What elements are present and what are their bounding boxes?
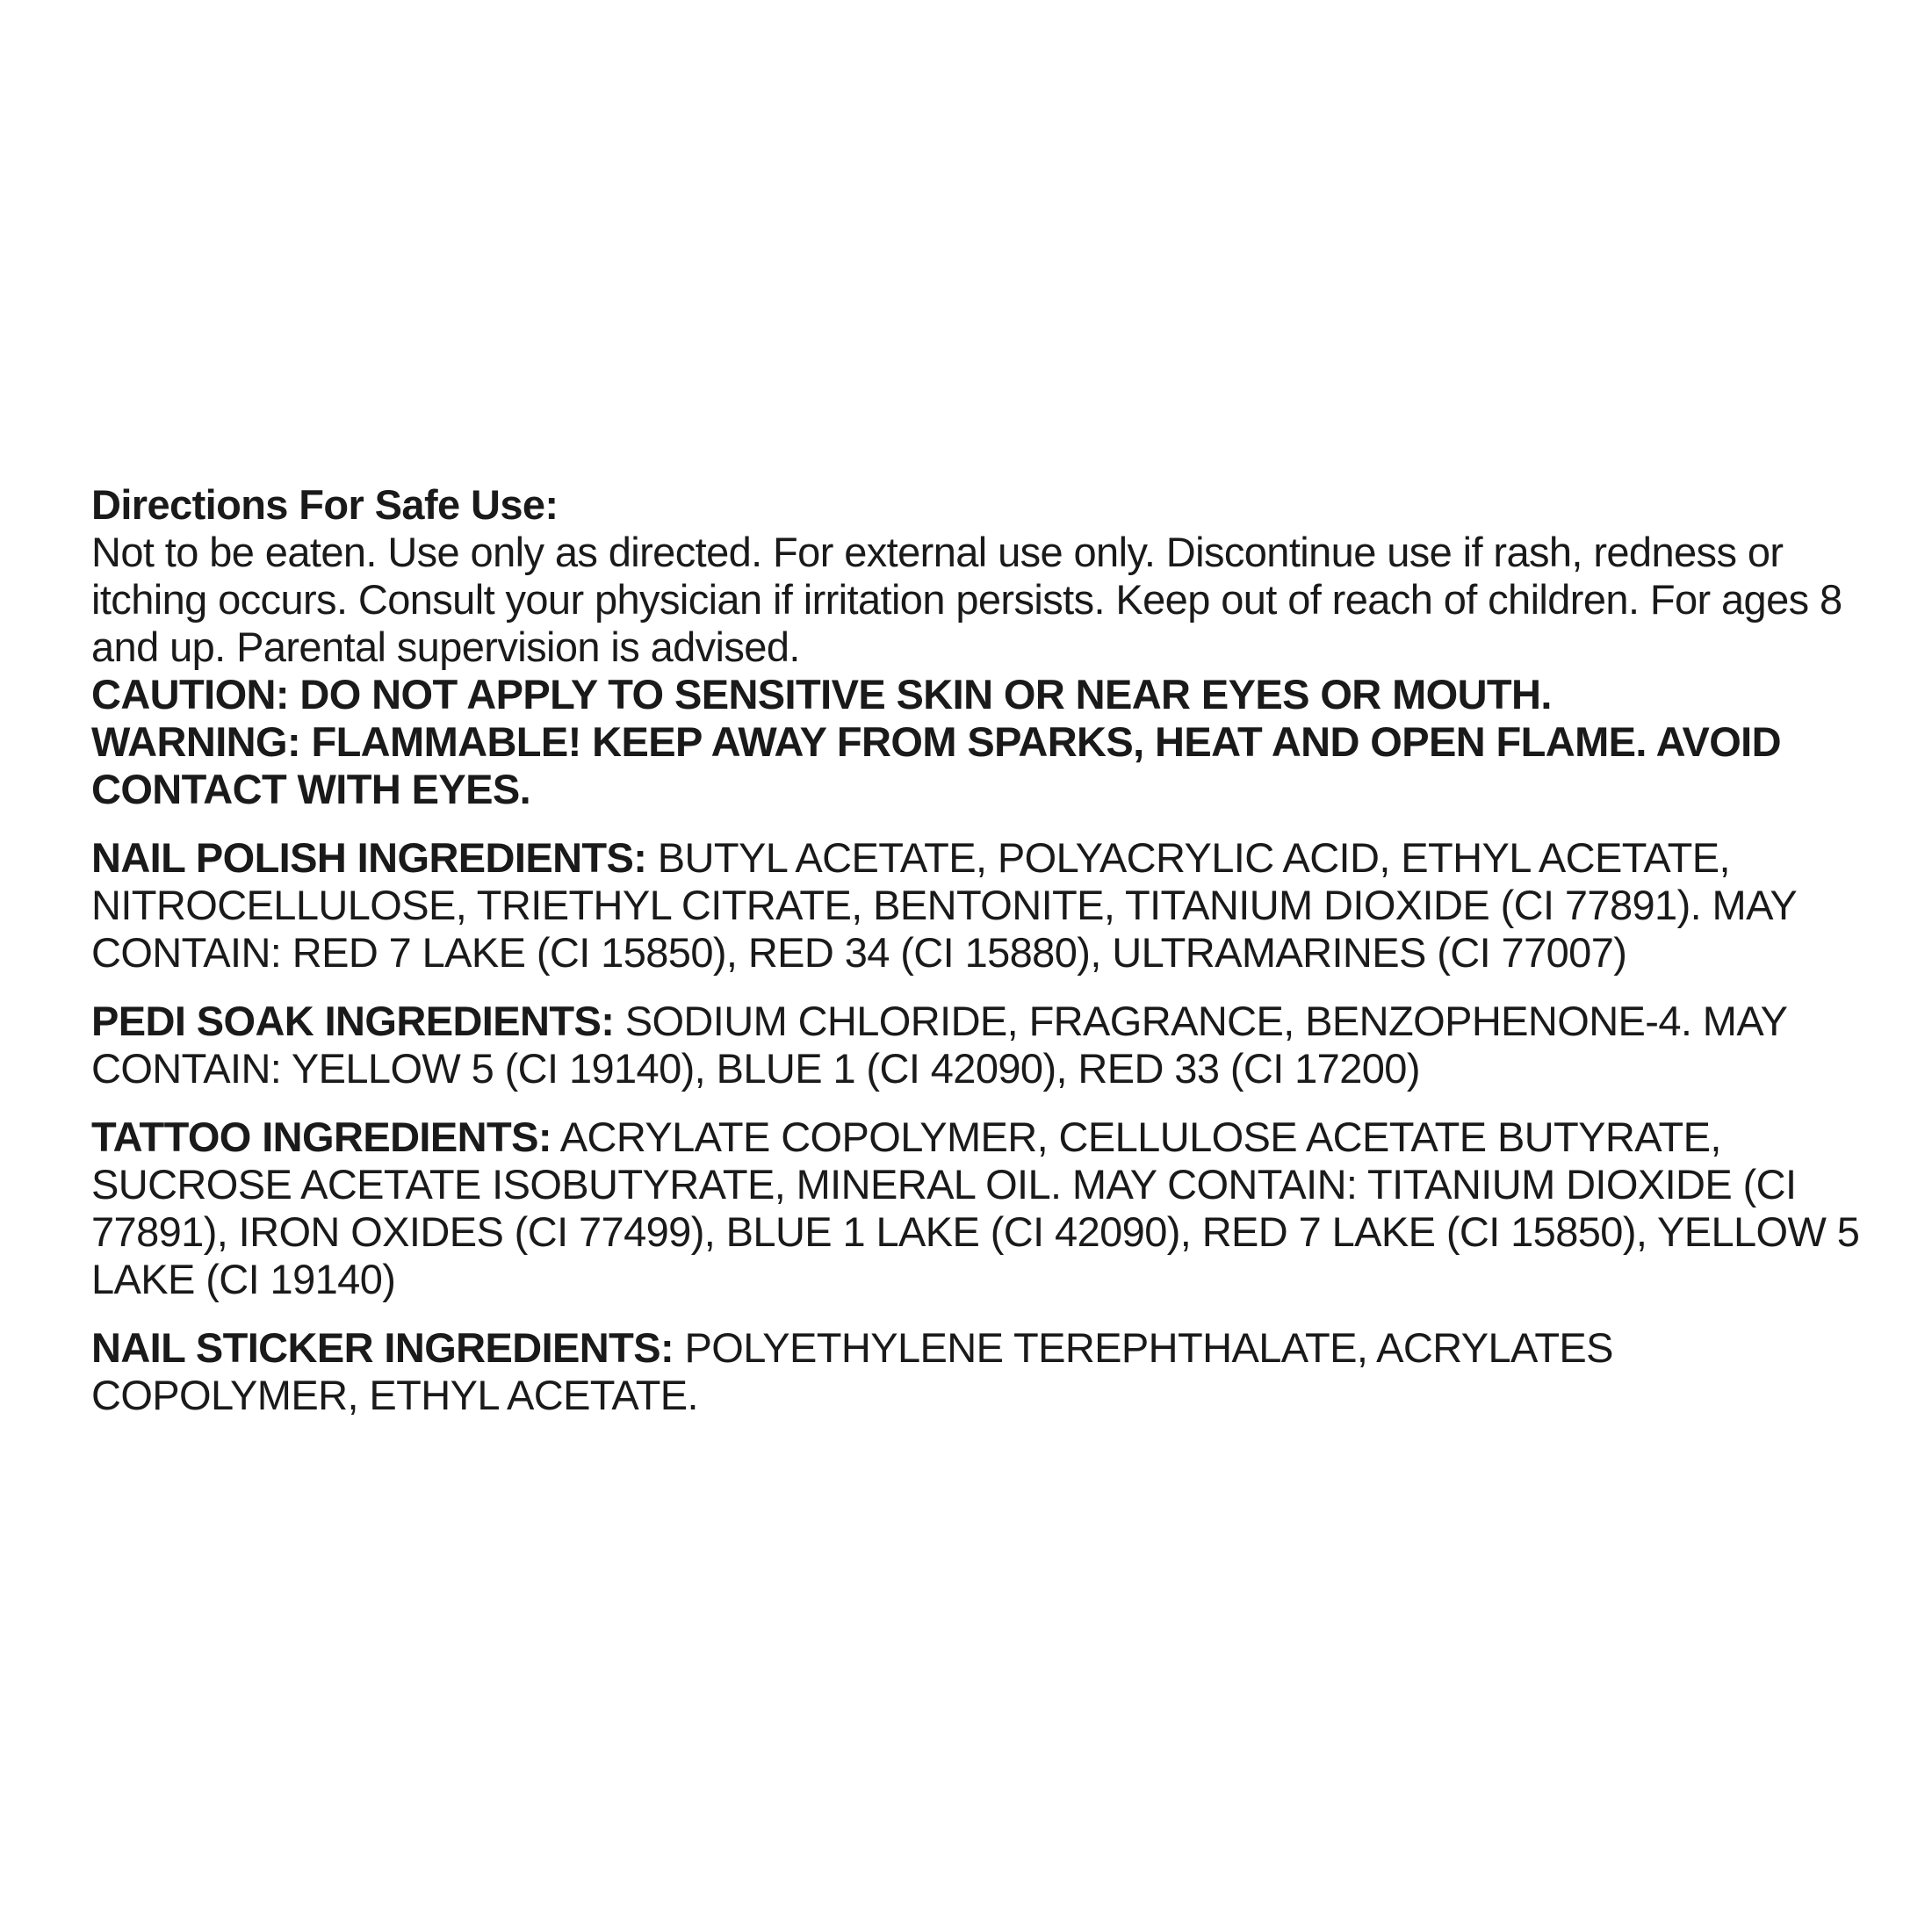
pedi-soak-ingredients — [91, 998, 1865, 1092]
tattoo-ingredients-title: TATTOO INGREDIENTS: — [91, 1114, 551, 1160]
tattoo-ingredients — [91, 1114, 1865, 1303]
product-label-text — [91, 481, 1865, 1419]
nail-polish-ingredients — [91, 834, 1865, 977]
directions-text: Not to be eaten. Use only as directed. For external use only. Discontinue use if rash, redness or itching occurs. Consult your physician if irritation persists. Keep out of reach of children. For ages 8 and up. Parental supervision is advised. — [91, 529, 1842, 670]
nail-polish-ingredients-title: NAIL POLISH INGREDIENTS: — [91, 834, 647, 881]
caution-statement: CAUTION: DO NOT APPLY TO SENSITIVE SKIN OR NEAR EYES OR MOUTH. — [91, 671, 1552, 717]
directions-section — [91, 481, 1865, 813]
pedi-soak-ingredients-list: SODIUM CHLORIDE, FRAGRANCE, BENZOPHENONE-4. MAY CONTAIN: YELLOW 5 (CI 19140), BLUE 1 (CI 42090), RED 33 (CI 17200) — [91, 998, 1787, 1092]
warning-statement: WARNING: FLAMMABLE! KEEP AWAY FROM SPARKS, HEAT AND OPEN FLAME. AVOID CONTACT WITH EYES. — [91, 718, 1781, 812]
nail-sticker-ingredients-list: POLYETHYLENE TEREPHTHALATE, ACRYLATES COPOLYMER, ETHYL ACETATE. — [91, 1324, 1613, 1418]
nail-sticker-ingredients-title: NAIL STICKER INGREDIENTS: — [91, 1324, 674, 1371]
nail-polish-ingredients-list: BUTYL ACETATE, POLYACRYLIC ACID, ETHYL ACETATE, NITROCELLULOSE, TRIETHYL CITRATE, BENTONITE, TITANIUM DIOXIDE (CI 77891). MAY CONTAIN: RED 7 LAKE (CI 15850), RED 34 (CI 15880), ULTRAMARINES (CI 77007) — [91, 834, 1797, 976]
pedi-soak-ingredients-title: PEDI SOAK INGREDIENTS: — [91, 998, 615, 1044]
nail-sticker-ingredients — [91, 1324, 1865, 1419]
directions-heading: Directions For Safe Use: — [91, 481, 559, 528]
tattoo-ingredients-list: ACRYLATE COPOLYMER, CELLULOSE ACETATE BUTYRATE, SUCROSE ACETATE ISOBUTYRATE, MINERAL OIL. MAY CONTAIN: TITANIUM DIOXIDE (CI 77891), IRON OXIDES (CI 77499), BLUE 1 LAKE (CI 42090), RED 7 LAKE (CI 15850), YELLOW 5 LAKE (CI 19140) — [91, 1114, 1860, 1302]
